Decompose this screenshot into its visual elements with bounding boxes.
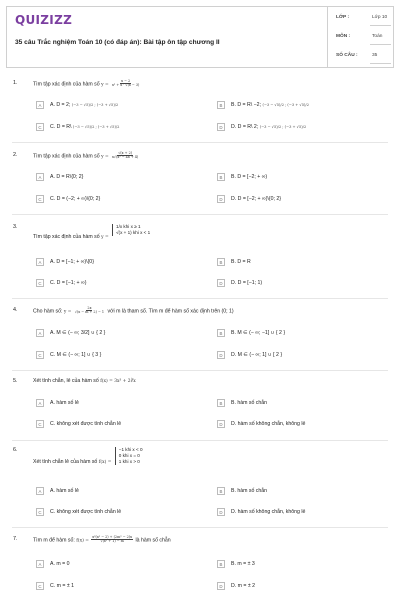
question-text: Tìm tập xác định của hàm số y = $\frac{√(x + 2)}{\text{x√(x² − 4x + 4)}}$ <box>33 151 139 160</box>
meta-row-subject <box>328 28 395 47</box>
meta-row-count <box>328 47 395 66</box>
question-number: 7. <box>13 536 18 542</box>
question-text: Tìm tập xác định của hàm số y = $\frac{x - 2}{\text{x² + x · √(x − 3)}}$ <box>33 79 140 88</box>
question-number: 2. <box>13 152 18 158</box>
worksheet-title: 35 câu Trắc nghiệm Toán 10 (có đáp án): Bài tập ôn tập chương II <box>15 39 220 46</box>
fraction: $\frac{√(x + 2)}{\text{x√(x² − 4x + 4)}}$ <box>112 151 139 160</box>
question-number: 1. <box>13 80 18 86</box>
meta-value: 35 <box>372 53 378 58</box>
fraction: $\frac{\text{x²(x² − 2) + (2m² − 2)x}}{\text{√(x² + 1) − m}}$ <box>92 535 133 544</box>
fraction: $\frac{x - 2}{\text{x² + x · √(x − 3)}}$ <box>112 79 140 88</box>
question-text: Tìm tập xác định của hàm số $_{y =}$ 1/x khi x ≥ 1 √(x + 1) khi x < 1 <box>33 224 151 241</box>
meta-panel <box>327 7 394 67</box>
meta-row-class <box>328 9 395 28</box>
question-number: 3. <box>13 224 18 230</box>
question-text: Tìm m để hàm số: f(x) = $\frac{\text{x²(x² − 2) + (2m² − 2)x}}{\text{√(x² + 1) − m}}$ là hàm số chẵn <box>33 535 171 544</box>
question-text: Cho hàm số: y = $\frac{2x}{√(x - m + 2) - 1}$ với m là tham số. Tìm m để hàm số xác định trên (0; 1) <box>33 306 234 315</box>
meta-key: SỐ CÂU : <box>336 53 358 58</box>
question-text: Xét tính chẵn lẻ của hàm số $_{f(x) =}$ −1 khi x < 0 0 khi x = 0 1 khi x > 0 <box>33 447 143 466</box>
quizizz-logo: QUIZIZZ <box>15 13 73 27</box>
piecewise-definition: 1/x khi x ≥ 1 √(x + 1) khi x < 1 <box>112 224 150 236</box>
question-number: 5. <box>13 378 18 384</box>
piecewise-definition: −1 khi x < 0 0 khi x = 0 1 khi x > 0 <box>115 447 143 465</box>
meta-value: Toán <box>372 34 383 39</box>
meta-key: MÔN : <box>336 34 351 39</box>
question-number: 4. <box>13 307 18 313</box>
worksheet-header <box>6 6 394 68</box>
meta-key: LỚP : <box>336 15 350 20</box>
fraction: $\frac{2x}{√(x - m + 2) - 1}$ <box>74 306 105 315</box>
question-text: Xét tính chẵn, lẻ của hàm số f(x) = 3x³ + 2∛x <box>33 378 136 384</box>
question-number: 6. <box>13 447 18 453</box>
meta-value: Lớp 10 <box>372 15 388 20</box>
